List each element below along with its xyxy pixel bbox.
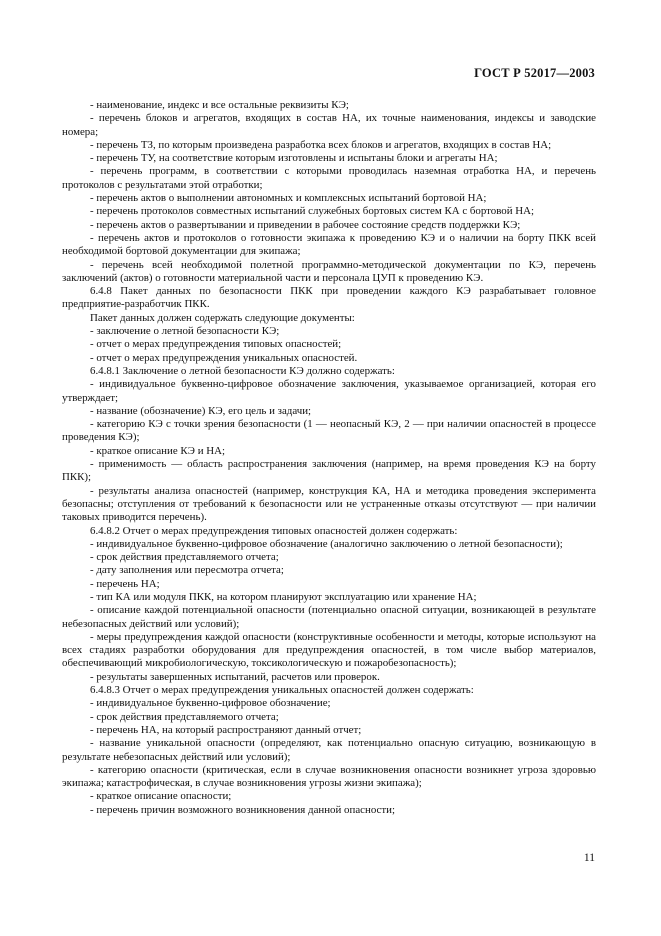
- paragraph: - перечень актов о развертывании и приведении в рабочее состояние средств поддержки КЭ;: [90, 218, 521, 231]
- page-number: 11: [583, 852, 595, 864]
- standard-header: ГОСТ Р 52017—2003: [474, 66, 595, 80]
- paragraph: - краткое описание опасности;: [90, 790, 232, 803]
- paragraph: - индивидуальное буквенно-цифровое обозначение заключения, указываемое организацией, которая его утверждает;: [62, 378, 596, 404]
- paragraph: - категорию опасности (критическая, если в случае возникновения опасности возникнет угроза здоровью экипажа; катастрофическая, в случае возникновения угрозы жизни экипажа);: [62, 763, 596, 790]
- paragraph: - перечень НА;: [90, 577, 160, 590]
- section-heading: 6.4.8.2 Отчет о мерах предупреждения типовых опасностей должен содержать:: [90, 524, 458, 537]
- paragraph: - отчет о мерах предупреждения уникальных опасностей.: [90, 351, 358, 364]
- section-heading: 6.4.8.1 Заключение о летной безопасности КЭ должно содержать:: [90, 364, 395, 377]
- paragraph: - заключение о летной безопасности КЭ;: [90, 325, 280, 338]
- paragraph: - название (обозначение) КЭ, его цель и задачи;: [90, 404, 312, 417]
- paragraph: - перечень актов о выполнении автономных и комплексных испытаний бортовой НА;: [90, 192, 487, 205]
- paragraph: - применимость — область распространения заключения (например, на время проведения КЭ на борту ПКК);: [62, 458, 596, 484]
- paragraph: - название уникальной опасности (определяют, как потенциально опасную ситуацию, возникающую в результате небезопасных действий или условий);: [62, 737, 596, 763]
- paragraph: - срок действия представляемого отчета;: [90, 551, 279, 564]
- paragraph: Пакет данных должен содержать следующие документы:: [90, 311, 355, 324]
- paragraph: - перечень причин возможного возникновения данной опасности;: [90, 803, 395, 816]
- paragraph: - перечень ТУ, на соответствие которым изготовлены и испытаны блоки и агрегаты НА;: [90, 152, 498, 165]
- paragraph: - меры предупреждения каждой опасности (конструктивные особенности и методы, которые используют на всех стадиях разработки оборудования для предупреждения опасностей, в том числе выбор материалов, обеспечивающий микробиологическую, токсикологическую и пожаробезопасность);: [62, 630, 596, 670]
- document-body: [62, 99, 596, 817]
- paragraph: - результаты завершенных испытаний, расчетов или проверок.: [90, 670, 380, 683]
- paragraph: - перечень ТЗ, по которым произведена разработка всех блоков и агрегатов, входящих в состав НА;: [90, 138, 552, 151]
- paragraph: - перечень блоков и агрегатов, входящих в состав НА, их точные наименования, индексы и заводские номера;: [62, 112, 596, 138]
- paragraph: - индивидуальное буквенно-цифровое обозначение (аналогично заключению о летной безопасности);: [90, 537, 563, 550]
- section-heading: 6.4.8 Пакет данных по безопасности ПКК при проведении каждого КЭ разрабатывает головное предприятие-разработчик ПКК.: [62, 285, 596, 311]
- paragraph: - тип КА или модуля ПКК, на котором планируют эксплуатацию или хранение НА;: [90, 590, 477, 603]
- paragraph: - перечень программ, в соответствии с которыми проводилась наземная отработка НА, и перечень протоколов с результатами этой отработки;: [62, 165, 596, 191]
- paragraph: - перечень всей необходимой полетной программно-методической документации по КЭ, перечень заключений (актов) о готовности материальной части и персонала ЦУП к проведению КЭ.: [62, 258, 596, 284]
- paragraph: - перечень протоколов совместных испытаний служебных бортовых систем КА с бортовой НА;: [90, 205, 535, 218]
- paragraph: - описание каждой потенциальной опасности (потенциально опасной ситуации, возникающей в результате небезопасных действий или условий);: [62, 604, 596, 630]
- paragraph: - краткое описание КЭ и НА;: [90, 444, 225, 457]
- section-heading: 6.4.8.3 Отчет о мерах предупреждения уникальных опасностей должен содержать:: [90, 684, 474, 697]
- paragraph: - категорию КЭ с точки зрения безопасности (1 — неопасный КЭ, 2 — при наличии опасностей в процессе проведения КЭ);: [62, 418, 596, 444]
- paragraph: - дату заполнения или пересмотра отчета;: [90, 564, 284, 577]
- paragraph: - отчет о мерах предупреждения типовых опасностей;: [90, 338, 342, 351]
- paragraph: - перечень актов и протоколов о готовности экипажа к проведению КЭ и о наличии на борту ПКК всей необходимой бортовой документации для экипажа;: [62, 231, 596, 258]
- paragraph: - наименование, индекс и все остальные реквизиты КЭ;: [90, 99, 349, 111]
- paragraph: - результаты анализа опасностей (например, конструкция КА, НА и методика проведения эксперимента безопасны; отступления от требований к безопасности или не устраненные отказы отсутствуют — при наличии таковых приводится перечень).: [62, 484, 596, 524]
- paragraph: - срок действия представляемого отчета;: [90, 710, 279, 723]
- paragraph: - индивидуальное буквенно-цифровое обозначение;: [90, 697, 331, 710]
- paragraph: - перечень НА, на который распространяют данный отчет;: [90, 723, 362, 736]
